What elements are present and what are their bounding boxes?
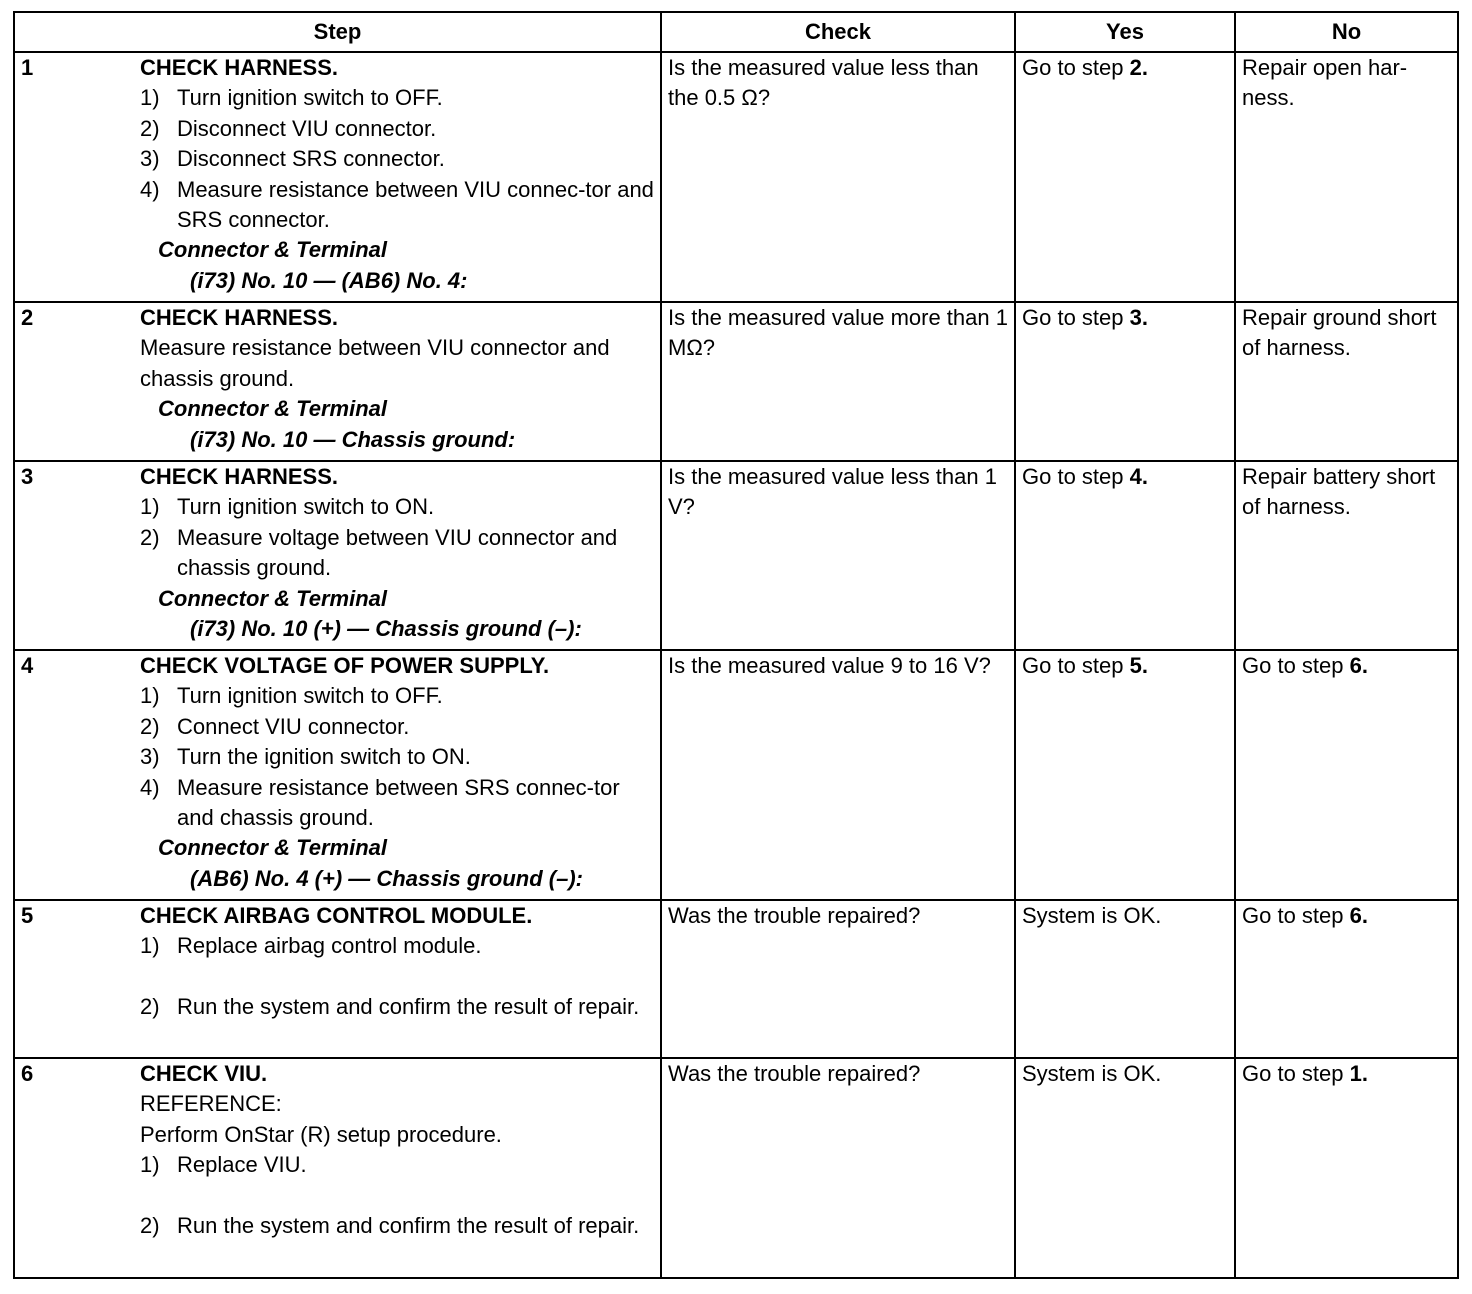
connector-value: (i73) No. 10 (+) — Chassis ground (–): (190, 616, 582, 642)
table-row (14, 650, 1458, 900)
step-cell (14, 461, 661, 650)
connector-label: Connector & Terminal (158, 585, 387, 611)
table-row (14, 1058, 1458, 1278)
list-item: 1) Turn ignition switch to ON. (140, 494, 435, 520)
connector-value: (i73) No. 10 — (AB6) No. 4: (190, 267, 468, 293)
header-yes: Yes (1015, 12, 1235, 52)
list-item: 4) Measure resistance between VIU connec-tor and SRS connector. (140, 176, 654, 233)
yes-cell: Go to step 5. (1015, 650, 1235, 900)
check-cell: Was the trouble repaired? (661, 1058, 1015, 1278)
header-step: Step (14, 12, 661, 52)
step-cell (14, 1058, 661, 1278)
yes-cell: Go to step 4. (1015, 461, 1235, 650)
connector-value: (AB6) No. 4 (+) — Chassis ground (–): (190, 865, 583, 891)
no-cell: Go to step 6. (1235, 650, 1458, 900)
no-cell: Go to step 1. (1235, 1058, 1458, 1278)
step-text: REFERENCE: (140, 1091, 282, 1117)
list-item: 1) Turn ignition switch to OFF. (140, 683, 443, 709)
table-row (14, 900, 1458, 1058)
step-title: CHECK HARNESS. (140, 305, 339, 330)
table-row (14, 461, 1458, 650)
step-number: 3 (21, 464, 34, 489)
list-item: 4) Measure resistance between SRS connec-tor and chassis ground. (140, 774, 620, 831)
diagnostic-table (13, 11, 1459, 1279)
check-cell: Is the measured value less than 1 V? (661, 461, 1015, 650)
connector-label: Connector & Terminal (158, 396, 387, 422)
no-cell: Repair open har-ness. (1235, 52, 1458, 302)
list-item: 2) Run the system and confirm the result of repair. (140, 993, 640, 1019)
step-cell (14, 650, 661, 900)
check-cell: Is the measured value more than 1 MΩ? (661, 302, 1015, 461)
step-cell (14, 302, 661, 461)
step-number: 4 (21, 653, 34, 678)
connector-label: Connector & Terminal (158, 237, 387, 263)
step-number: 2 (21, 305, 34, 330)
yes-cell: Go to step 3. (1015, 302, 1235, 461)
list-item: 2) Connect VIU connector. (140, 713, 410, 739)
list-item: 3) Turn the ignition switch to ON. (140, 744, 471, 770)
list-item: 2) Disconnect VIU connector. (140, 115, 437, 141)
no-cell: Repair ground short of harness. (1235, 302, 1458, 461)
step-title: CHECK VOLTAGE OF POWER SUPPLY. (140, 653, 550, 678)
connector-label: Connector & Terminal (158, 835, 387, 861)
step-title: CHECK HARNESS. (140, 464, 339, 489)
list-item: 1) Replace VIU. (140, 1152, 307, 1178)
list-item: 1) Turn ignition switch to OFF. (140, 85, 443, 111)
table-row (14, 52, 1458, 302)
check-cell: Is the measured value 9 to 16 V? (661, 650, 1015, 900)
list-item: 3) Disconnect SRS connector. (140, 146, 445, 172)
no-cell: Go to step 6. (1235, 900, 1458, 1058)
yes-cell: Go to step 2. (1015, 52, 1235, 302)
check-cell: Is the measured value less than the 0.5 Ω? (661, 52, 1015, 302)
connector-value: (i73) No. 10 — Chassis ground: (190, 426, 516, 452)
step-title: CHECK VIU. (140, 1061, 268, 1086)
check-cell: Was the trouble repaired? (661, 900, 1015, 1058)
no-cell: Repair battery short of harness. (1235, 461, 1458, 650)
step-text: Perform OnStar (R) setup procedure. (140, 1121, 502, 1147)
table-row (14, 302, 1458, 461)
yes-cell: System is OK. (1015, 1058, 1235, 1278)
table-header-row (14, 12, 1458, 52)
list-item: 2) Run the system and confirm the result of repair. (140, 1212, 640, 1238)
diagnostic-table-page (13, 11, 1457, 1279)
step-text: Measure resistance between VIU connector and chassis ground. (140, 335, 610, 391)
list-item: 2) Measure voltage between VIU connector and chassis ground. (140, 524, 618, 581)
step-cell (14, 52, 661, 302)
header-check: Check (661, 12, 1015, 52)
step-number: 5 (21, 903, 34, 928)
list-item: 1) Replace airbag control module. (140, 933, 482, 959)
header-no: No (1235, 12, 1458, 52)
step-cell (14, 900, 661, 1058)
step-title: CHECK AIRBAG CONTROL MODULE. (140, 903, 533, 928)
yes-cell: System is OK. (1015, 900, 1235, 1058)
step-number: 1 (21, 55, 34, 80)
step-title: CHECK HARNESS. (140, 55, 339, 80)
step-number: 6 (21, 1061, 34, 1086)
